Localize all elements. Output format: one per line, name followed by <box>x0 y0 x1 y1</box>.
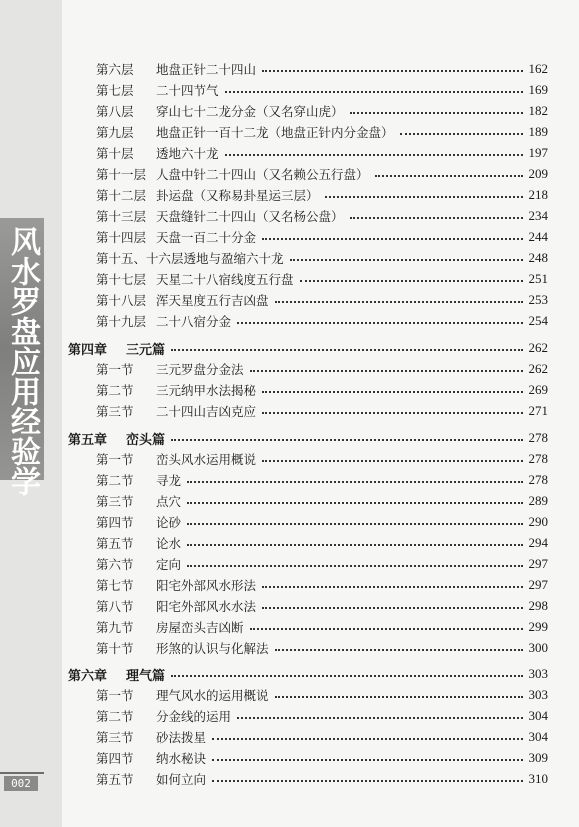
dot-leader <box>400 131 523 135</box>
toc-entry-number: 第四章 <box>68 342 108 358</box>
toc-entry-label <box>68 339 165 358</box>
toc-entry-label <box>96 186 319 204</box>
toc-entry-page: 254 <box>528 313 548 328</box>
dot-leader <box>262 605 522 609</box>
toc-entry-number: 第五节 <box>96 536 134 551</box>
toc-section-entry <box>96 449 548 469</box>
toc-entry-label <box>96 312 231 330</box>
toc-section-entry <box>96 101 548 121</box>
toc-entry-title: 论砂 <box>156 515 182 530</box>
toc-section-entry <box>96 706 548 726</box>
toc-entry-label <box>96 728 206 746</box>
dot-leader <box>171 347 522 351</box>
toc-entry-label <box>96 228 256 246</box>
toc-entry-number: 第十五、十六层 <box>96 251 184 266</box>
toc-entry-number: 第五节 <box>96 772 134 787</box>
toc-entry-page: 304 <box>528 708 548 723</box>
toc-entry-page: 189 <box>528 124 548 139</box>
toc-chapter-entry <box>68 664 548 684</box>
toc-entry-title: 地盘正针一百十二龙（地盘正针内分金盘） <box>156 125 394 140</box>
toc-section-entry <box>96 311 548 331</box>
toc-entry-title: 穿山七十二龙分金（又名穿山虎） <box>156 104 344 119</box>
toc-section-entry <box>96 554 548 574</box>
toc-entry-number: 第十九层 <box>96 314 147 329</box>
toc-entry-title: 三元纳甲水法揭秘 <box>156 383 257 398</box>
toc-section-entry <box>96 575 548 595</box>
book-title: 风水罗盘应用经验学 <box>5 226 40 496</box>
toc-entry-number: 第十二层 <box>96 188 147 203</box>
toc-entry-number: 第六节 <box>96 557 134 572</box>
toc-entry-number: 第十层 <box>96 146 134 161</box>
toc-section-entry <box>96 491 548 511</box>
toc-entry-number: 第十七层 <box>96 272 147 287</box>
toc-entry-title: 分金线的运用 <box>156 709 232 724</box>
toc-entry-title: 天盘一百二十分金 <box>156 230 257 245</box>
dot-leader <box>275 299 523 303</box>
toc-entry-page: 209 <box>528 166 548 181</box>
toc-entry-title: 峦头风水运用概说 <box>156 452 257 467</box>
toc-section-entry <box>96 59 548 79</box>
toc-entry-page: 162 <box>528 61 548 76</box>
dot-leader <box>212 736 522 740</box>
toc-entry-number: 第九层 <box>96 125 134 140</box>
toc-entry-label <box>96 123 394 141</box>
toc-entry-title: 三元罗盘分金法 <box>156 362 244 377</box>
dot-leader <box>350 110 523 114</box>
toc-entry-label <box>96 81 219 99</box>
toc-entry-label <box>68 429 165 448</box>
toc-section-entry <box>96 685 548 705</box>
toc-entry-label <box>96 291 269 309</box>
toc-section-entry <box>96 80 548 100</box>
toc-entry-title: 地盘正针二十四山 <box>156 62 257 77</box>
toc-entry-label <box>96 555 181 573</box>
toc-entry-title: 形煞的认识与化解法 <box>156 641 269 656</box>
toc-entry-page: 278 <box>528 451 548 466</box>
toc-entry-page: 303 <box>528 687 548 702</box>
toc-entry-label <box>96 492 181 510</box>
toc-entry-page: 234 <box>528 208 548 223</box>
toc-entry-title: 如何立向 <box>156 772 207 787</box>
toc-entry-page: 251 <box>528 271 548 286</box>
dot-leader <box>212 778 522 782</box>
toc-entry-number: 第十节 <box>96 641 134 656</box>
page-number: 002 <box>4 776 38 791</box>
dot-leader <box>375 173 523 177</box>
toc-entry-number: 第五章 <box>68 432 108 448</box>
toc-entry-label <box>96 471 181 489</box>
toc-entry-label <box>96 749 206 767</box>
toc-entry-title: 二十四节气 <box>156 83 219 98</box>
toc-entry-number: 第七层 <box>96 83 134 98</box>
toc-entry-label <box>96 402 256 420</box>
dot-leader <box>325 194 523 198</box>
toc-entry-label <box>96 270 294 288</box>
toc-entry-number: 第三节 <box>96 730 134 745</box>
toc-entry-page: 169 <box>528 82 548 97</box>
toc-section-entry <box>96 470 548 490</box>
toc-section-entry <box>96 359 548 379</box>
toc-section-entry <box>96 164 548 184</box>
toc-entry-label <box>96 639 269 657</box>
toc-entry-number: 第一节 <box>96 452 134 467</box>
toc-entry-number: 第四节 <box>96 751 134 766</box>
toc-entry-page: 299 <box>528 619 548 634</box>
dot-leader <box>225 89 523 93</box>
toc-entry-label <box>96 60 256 78</box>
toc-entry-label <box>96 165 369 183</box>
dot-leader <box>262 389 522 393</box>
toc-entry-number: 第八节 <box>96 599 134 614</box>
toc-entry-number: 第二节 <box>96 709 134 724</box>
dot-leader <box>187 542 522 546</box>
toc-entry-title: 理气篇 <box>126 668 166 684</box>
toc-entry-label <box>96 534 181 552</box>
dot-leader <box>262 458 522 462</box>
toc-entry-number: 第二节 <box>96 473 134 488</box>
toc-entry-title: 论水 <box>156 536 182 551</box>
toc-section-entry <box>96 769 548 789</box>
toc-entry-title: 纳水秘诀 <box>156 751 207 766</box>
toc-entry-page: 262 <box>528 340 548 355</box>
toc-entry-page: 298 <box>528 598 548 613</box>
toc-section-entry <box>96 185 548 205</box>
toc-entry-label <box>96 597 256 615</box>
toc-entry-number: 第三节 <box>96 404 134 419</box>
toc-entry-title: 天盘缝针二十四山（又名杨公盘） <box>156 209 344 224</box>
toc-chapter-entry <box>68 428 548 448</box>
toc-entry-title: 理气风水的运用概说 <box>156 688 269 703</box>
toc-entry-page: 310 <box>528 771 548 786</box>
toc-entry-title: 天星二十八宿线度五行盘 <box>156 272 294 287</box>
toc-entry-title: 三元篇 <box>126 342 166 358</box>
dot-leader <box>237 715 522 719</box>
toc-entry-label <box>96 686 269 704</box>
dot-leader <box>237 320 522 324</box>
toc-entry-label <box>96 360 244 378</box>
toc-entry-label <box>96 381 256 399</box>
toc-entry-title: 定向 <box>156 557 182 572</box>
toc-section-entry <box>96 533 548 553</box>
toc-entry-title: 阳宅外部风水水法 <box>156 599 257 614</box>
toc-section-entry <box>96 638 548 658</box>
toc-entry-label <box>96 576 256 594</box>
toc-entry-number: 第十一层 <box>96 167 147 182</box>
toc-section-entry <box>96 206 548 226</box>
toc-entry-page: 218 <box>528 187 548 202</box>
toc-chapter-entry <box>68 338 548 358</box>
dot-leader <box>262 410 522 414</box>
dot-leader <box>187 479 522 483</box>
dot-leader <box>275 694 523 698</box>
dot-leader <box>275 647 523 651</box>
toc-entry-label <box>96 618 244 636</box>
toc-entry-title: 阳宅外部风水形法 <box>156 578 257 593</box>
toc-section-entry <box>96 122 548 142</box>
toc-entry-number: 第二节 <box>96 383 134 398</box>
toc-entry-label <box>96 707 231 725</box>
toc-entry-page: 303 <box>528 666 548 681</box>
toc-entry-page: 290 <box>528 514 548 529</box>
toc-section-entry <box>96 269 548 289</box>
dot-leader <box>225 152 523 156</box>
toc-entry-page: 253 <box>528 292 548 307</box>
dot-leader <box>350 215 523 219</box>
toc-section-entry <box>96 248 548 268</box>
toc-entry-page: 304 <box>528 729 548 744</box>
toc-entry-number: 第六层 <box>96 62 134 77</box>
toc-entry-page: 300 <box>528 640 548 655</box>
toc-entry-label <box>96 450 256 468</box>
toc-entry-label <box>96 102 344 120</box>
toc-section-entry <box>96 290 548 310</box>
toc-entry-title: 浑天星度五行吉凶盘 <box>156 293 269 308</box>
toc-entry-number: 第八层 <box>96 104 134 119</box>
toc-entry-page: 278 <box>528 472 548 487</box>
dot-leader <box>187 521 522 525</box>
toc-section-entry <box>96 512 548 532</box>
toc-section-entry <box>96 143 548 163</box>
dot-leader <box>262 68 522 72</box>
toc-entry-page: 309 <box>528 750 548 765</box>
toc-entry-label <box>96 513 181 531</box>
toc-entry-page: 289 <box>528 493 548 508</box>
toc-entry-number: 第一节 <box>96 688 134 703</box>
toc-entry-page: 297 <box>528 577 548 592</box>
toc-entry-title: 卦运盘（又称易卦星运三层） <box>156 188 319 203</box>
toc-section-entry <box>96 617 548 637</box>
toc-entry-page: 262 <box>528 361 548 376</box>
toc-entry-title: 人盘中针二十四山（又名赖公五行盘） <box>156 167 369 182</box>
toc-section-entry <box>96 380 548 400</box>
toc-entry-number: 第一节 <box>96 362 134 377</box>
toc-entry-page: 294 <box>528 535 548 550</box>
toc-entry-label <box>68 665 165 684</box>
dot-leader <box>300 278 523 282</box>
toc-entry-page: 244 <box>528 229 548 244</box>
dot-leader <box>187 563 522 567</box>
dot-leader <box>262 236 522 240</box>
toc-section-entry <box>96 727 548 747</box>
toc-entry-title: 点穴 <box>156 494 182 509</box>
toc-entry-page: 248 <box>528 250 548 265</box>
toc-entry-number: 第六章 <box>68 668 108 684</box>
toc-section-entry <box>96 748 548 768</box>
toc-entry-page: 297 <box>528 556 548 571</box>
toc-entry-title: 二十八宿分金 <box>156 314 232 329</box>
toc-entry-page: 182 <box>528 103 548 118</box>
toc-entry-label <box>96 207 344 225</box>
toc-entry-title: 透地与盈缩六十龙 <box>183 251 284 266</box>
toc-entry-page: 197 <box>528 145 548 160</box>
toc-entry-page: 278 <box>528 430 548 445</box>
toc-section-entry <box>96 401 548 421</box>
toc-entry-number: 第七节 <box>96 578 134 593</box>
toc-entry-number: 第四节 <box>96 515 134 530</box>
toc-entry-title: 砂法拨星 <box>156 730 207 745</box>
toc-entry-label <box>96 770 206 788</box>
dot-leader <box>250 368 523 372</box>
toc-entry-page: 271 <box>528 403 548 418</box>
toc-entry-number: 第三节 <box>96 494 134 509</box>
dot-leader <box>187 500 522 504</box>
toc-entry-label <box>96 144 219 162</box>
toc-entry-number: 第十三层 <box>96 209 147 224</box>
dot-leader <box>290 257 523 261</box>
toc-section-entry <box>96 227 548 247</box>
dot-leader <box>171 437 522 441</box>
toc-entry-title: 透地六十龙 <box>156 146 219 161</box>
dot-leader <box>171 673 522 677</box>
toc-entry-title: 寻龙 <box>156 473 182 488</box>
dot-leader <box>250 626 523 630</box>
toc-entry-label <box>96 249 284 267</box>
toc-entry-number: 第九节 <box>96 620 134 635</box>
toc-entry-number: 第十八层 <box>96 293 147 308</box>
toc-entry-page: 269 <box>528 382 548 397</box>
dot-leader <box>262 584 522 588</box>
toc-entry-title: 二十四山吉凶克应 <box>156 404 257 419</box>
toc-section-entry <box>96 596 548 616</box>
toc-entry-title: 峦头篇 <box>126 432 166 448</box>
toc-entry-number: 第十四层 <box>96 230 147 245</box>
toc-entry-title: 房屋峦头吉凶断 <box>156 620 244 635</box>
dot-leader <box>212 757 522 761</box>
